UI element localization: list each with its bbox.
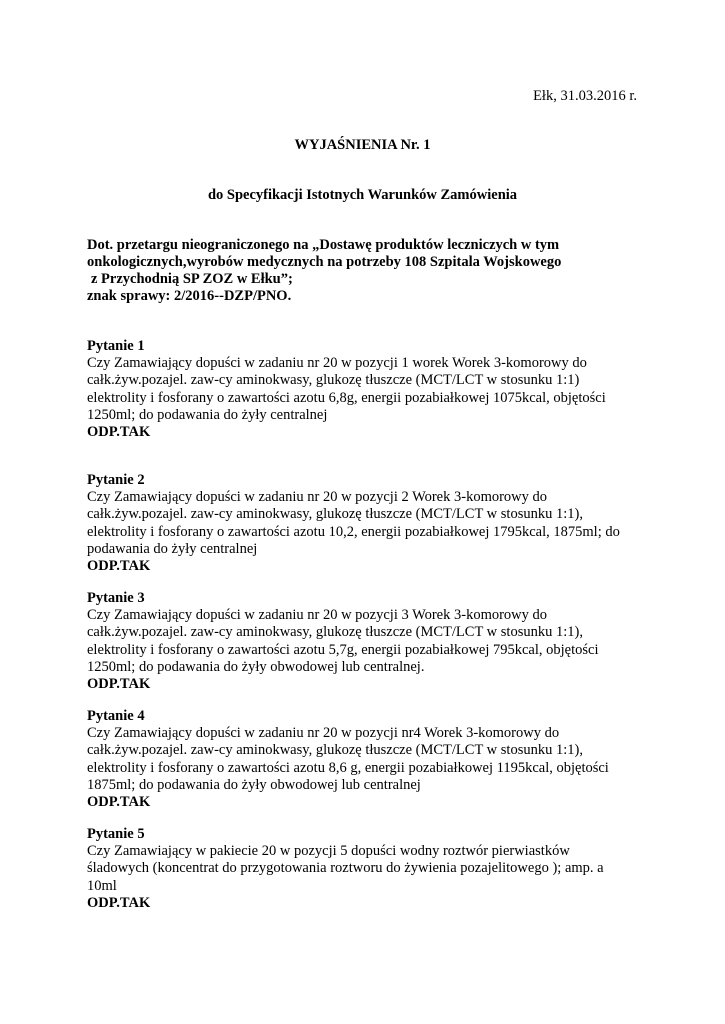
question-text-line: elektrolity i fosforany o zawartości azotu 10,2, energii pozabiałkowej 1795kcal, 1875ml; do	[87, 523, 620, 540]
document-title: WYJAŚNIENIA Nr. 1	[294, 137, 431, 153]
question-text-line: podawania do żyły centralnej	[87, 540, 258, 557]
question-title: Pytanie 1	[87, 338, 145, 354]
question-text-line: całk.żyw.pozajel. zaw-cy aminokwasy, glukozę tłuszcze (MCT/LCT w stosunku 1:1),	[87, 506, 583, 523]
question-title: Pytanie 5	[87, 826, 145, 842]
question-text-line: elektrolity i fosforany o zawartości azotu 8,6 g, energii pozabiałkowej 1195kcal, objętości	[87, 759, 609, 776]
question-text-line: całk.żyw.pozajel. zaw-cy aminokwasy, glukozę tłuszcze (MCT/LCT w stosunku 1:1),	[87, 742, 583, 759]
question-answer: ODP.TAK	[87, 676, 151, 693]
question-text-line: Czy Zamawiający dopuści w zadaniu nr 20 w pozycji 1 worek Worek 3-komorowy do	[87, 355, 587, 372]
question-text-line: 10ml	[87, 877, 117, 894]
case-number-line: znak sprawy: 2/2016--DZP/PNO.	[87, 288, 292, 304]
question-block-3	[87, 590, 647, 693]
tender-reference-line: Dot. przetargu nieograniczonego na „Dostawę produktów leczniczych w tym	[87, 237, 560, 253]
question-answer: ODP.TAK	[87, 558, 151, 575]
question-text-line: Czy Zamawiający dopuści w zadaniu nr 20 w pozycji 2 Worek 3-komorowy do	[87, 489, 548, 506]
document-subtitle: do Specyfikacji Istotnych Warunków Zamówienia	[207, 187, 518, 203]
question-block-4	[87, 708, 647, 811]
question-text-line: śladowych (koncentrat do przygotowania roztworu do żywienia pozajelitowego ); amp. a	[87, 860, 604, 877]
question-title: Pytanie 3	[87, 590, 145, 606]
question-title: Pytanie 4	[87, 708, 145, 724]
tender-reference-line: onkologicznych,wyrobów medycznych na potrzeby 108 Szpitala Wojskowego	[87, 254, 562, 270]
question-text-line: 1250ml; do podawania do żyły obwodowej lub centralnej.	[87, 658, 425, 675]
question-text-line: 1250ml; do podawania do żyły centralnej	[87, 406, 328, 423]
question-text-line: elektrolity i fosforany o zawartości azotu 5,7g, energii pozabiałkowej 795kcal, objętości	[87, 641, 599, 658]
question-text-line: całk.żyw.pozajel. zaw-cy aminokwasy, glukozę tłuszcze (MCT/LCT w stosunku 1:1),	[87, 624, 583, 641]
question-answer: ODP.TAK	[87, 894, 151, 911]
question-answer: ODP.TAK	[87, 794, 151, 811]
question-text-line: elektrolity i fosforany o zawartości azotu 6,8g, energii pozabiałkowej 1075kcal, objętości	[87, 389, 606, 406]
question-text-line: Czy Zamawiający w pakiecie 20 w pozycji 5 dopuści wodny roztwór pierwiastków	[87, 843, 570, 860]
question-text-line: Czy Zamawiający dopuści w zadaniu nr 20 w pozycji nr4 Worek 3-komorowy do	[87, 725, 560, 742]
question-text-line: Czy Zamawiający dopuści w zadaniu nr 20 w pozycji 3 Worek 3-komorowy do	[87, 607, 548, 624]
question-text-line: 1875ml; do podawania do żyły obwodowej lub centralnej	[87, 776, 421, 793]
question-block-2	[87, 472, 647, 575]
question-block-1	[87, 338, 647, 441]
document-date: Ełk, 31.03.2016 r.	[533, 88, 637, 104]
question-answer: ODP.TAK	[87, 424, 151, 441]
tender-reference-line: z Przychodnią SP ZOZ w Ełku”;	[91, 271, 293, 287]
question-title: Pytanie 2	[87, 472, 145, 488]
question-text-line: całk.żyw.pozajel. zaw-cy aminokwasy, glukozę tłuszcze (MCT/LCT w stosunku 1:1)	[87, 372, 580, 389]
question-block-5	[87, 826, 647, 912]
tender-reference-block	[87, 237, 647, 305]
